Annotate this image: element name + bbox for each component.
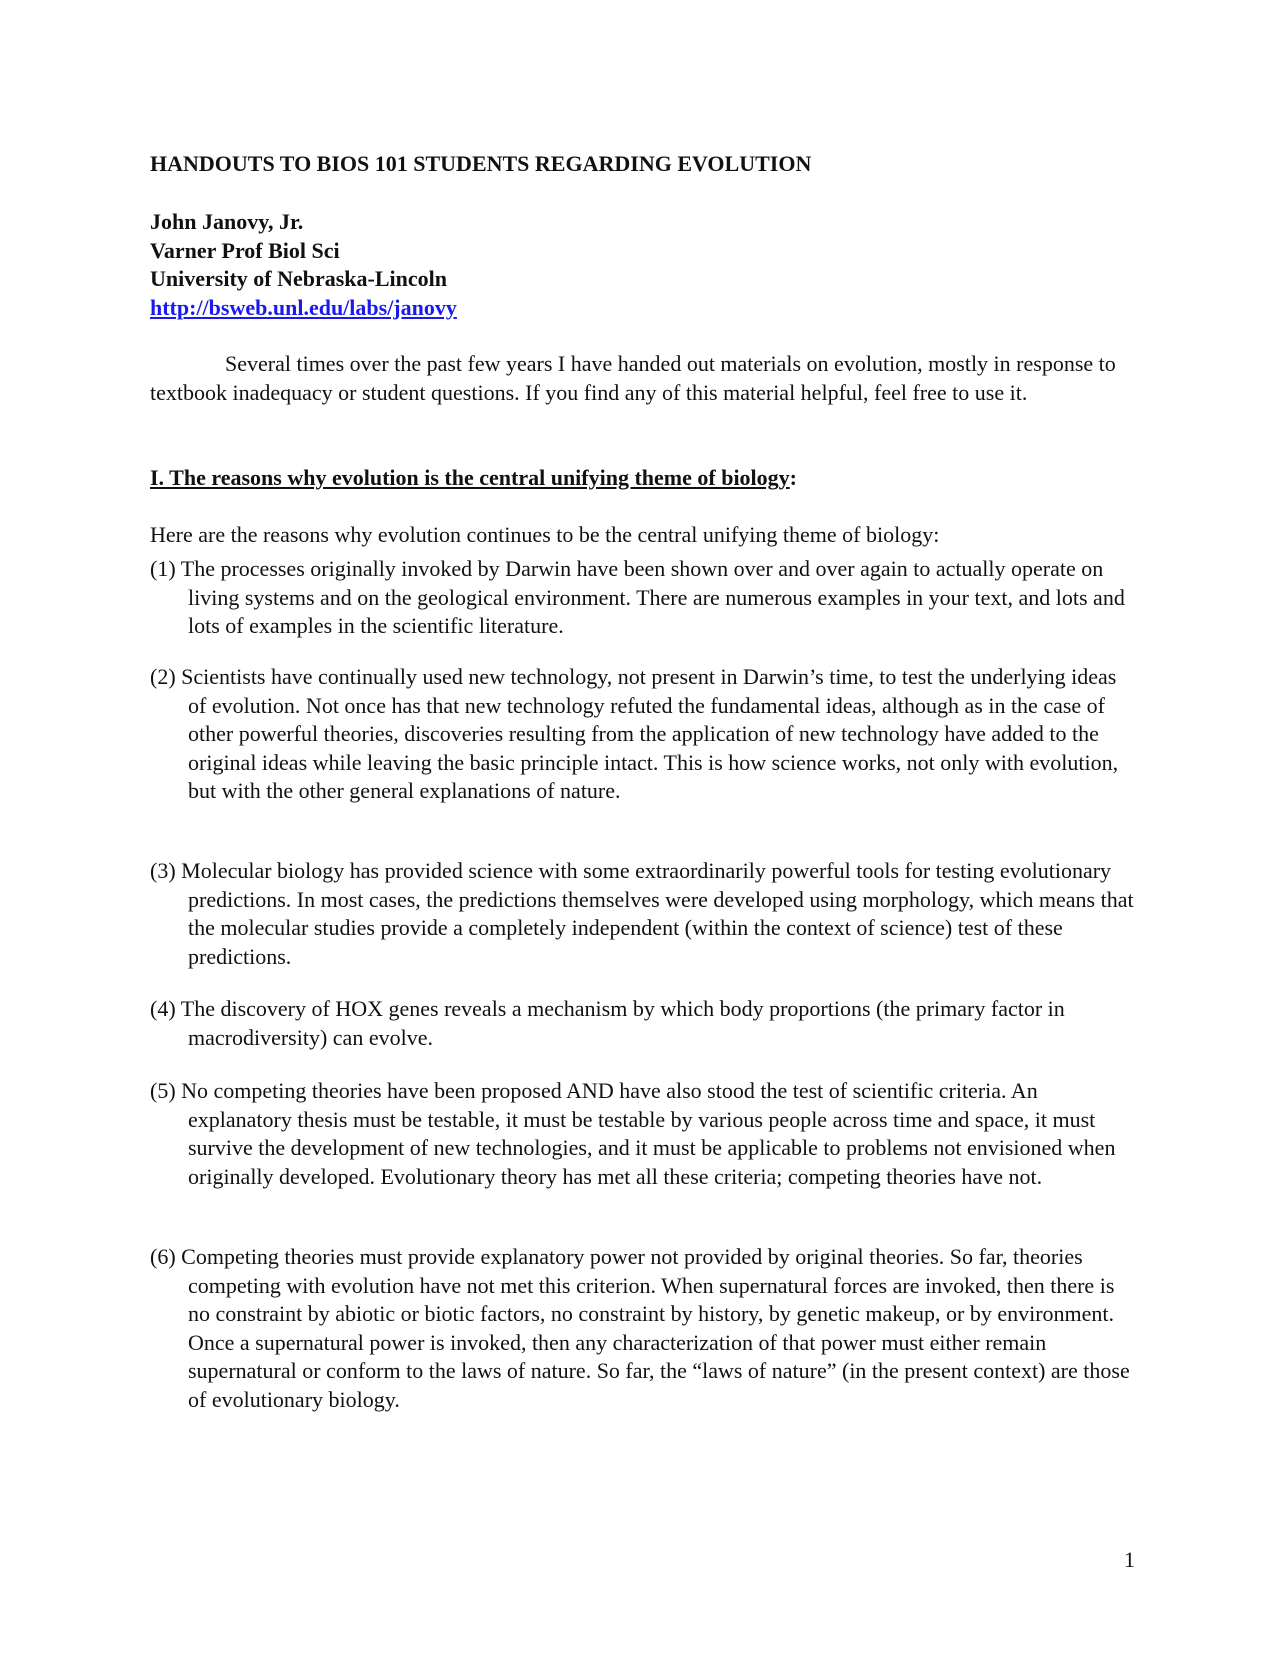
author-institution: University of Nebraska-Lincoln (150, 266, 447, 291)
reason-item-2: (2) Scientists have continually used new technology, not present in Darwin’s time, to test the underlying ideas of evolution. Not once has that new technology refuted the fundamental ideas, although as in the case of other powerful theories, discoveries resulting from the application of new technology have added to the original ideas while leaving the basic principle intact. This is how science works, not only with evolution, but with the other general explanations of nature. (150, 664, 1119, 804)
reason-item-4: (4) The discovery of HOX genes reveals a mechanism by which body proportions (the primary factor in macrodiversity) can evolve. (150, 996, 1065, 1050)
section-lead: Here are the reasons why evolution continues to be the central unifying theme of biology: (150, 522, 940, 547)
document-title: HANDOUTS TO BIOS 101 STUDENTS REGARDING EVOLUTION (150, 151, 812, 176)
author-name: John Janovy, Jr. (150, 209, 304, 234)
page-number: 1 (1124, 1547, 1135, 1572)
author-block (150, 208, 457, 322)
reason-item-6: (6) Competing theories must provide explanatory power not provided by original theories. So far, theories competing with evolution have not met this criterion. When supernatural forces are invoked, then there is no constraint by abiotic or biotic factors, no constraint by history, by genetic makeup, or by environment. Once a supernatural power is invoked, then any characterization of that power must either remain supernatural or conform to the laws of nature. So far, the “laws of nature” (in the present context) are those of evolutionary biology. (150, 1244, 1130, 1412)
author-position: Varner Prof Biol Sci (150, 237, 340, 263)
reason-item-3: (3) Molecular biology has provided science with some extraordinarily powerful tools for testing evolutionary predictions. In most cases, the predictions themselves were developed using morphology, which means that the molecular studies provide a completely independent (within the context of science) test of these predictions. (150, 858, 1134, 969)
section-heading-colon: : (789, 465, 797, 490)
document-page (150, 0, 1135, 1656)
reason-item-5: (5) No competing theories have been proposed AND have also stood the test of scientific criteria. An explanatory thesis must be testable, it must be testable by various people across time and space, it must survive the development of new technologies, and it must be applicable to problems not envisioned when originally developed. Evolutionary theory has met all these criteria; competing theories have not. (150, 1078, 1116, 1189)
section-heading (150, 464, 797, 492)
section-heading-text: I. The reasons why evolution is the central unifying theme of biology (150, 465, 790, 490)
intro-paragraph: Several times over the past few years I have handed out materials on evolution, mostly in response to textbook inadequacy or student questions. If you find any of this material helpful, feel free to use it. (150, 351, 1116, 405)
author-url-link[interactable]: http://bsweb.unl.edu/labs/janovy (150, 294, 457, 320)
reason-item-1: (1) The processes originally invoked by Darwin have been shown over and over again to actually operate on living systems and on the geological environment. There are numerous examples in your text, and lots and lots of examples in the scientific literature. (150, 556, 1125, 639)
